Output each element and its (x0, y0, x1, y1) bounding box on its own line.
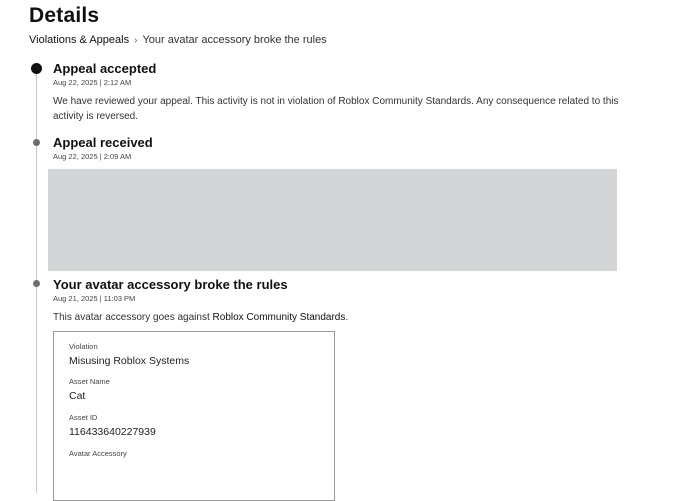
breadcrumb-violations-appeals-link[interactable]: Violations & Appeals (29, 34, 130, 46)
asset-name-value: Cat (69, 390, 86, 402)
violation-label: Violation (69, 342, 98, 351)
asset-id-label: Asset ID (69, 413, 98, 422)
community-standards-link[interactable]: Roblox Community Standards (212, 312, 346, 323)
breadcrumb (29, 34, 327, 46)
page-title: Details (29, 4, 100, 27)
timeline-dot (33, 280, 40, 287)
breadcrumb-current: Your avatar accessory broke the rules (142, 34, 327, 46)
event-timestamp: Aug 22, 2025 | 2:09 AM (53, 152, 132, 161)
asset-id-value: 116433640227939 (69, 426, 156, 438)
event-title-violation: Your avatar accessory broke the rules (53, 277, 288, 292)
event-description (53, 310, 623, 325)
description-suffix: . (345, 312, 349, 323)
appeal-content-redacted (48, 169, 617, 271)
asset-name-label: Asset Name (69, 377, 110, 386)
avatar-accessory-label: Avatar Accessory (69, 449, 127, 458)
description-text: This avatar accessory goes against (53, 312, 213, 323)
timeline-dot (33, 139, 40, 146)
event-title-appeal-received: Appeal received (53, 135, 153, 150)
event-description: We have reviewed your appeal. This activity is not in violation of Roblox Community Standards. Any consequence related to this activity is reversed. (53, 96, 619, 122)
event-timestamp: Aug 21, 2025 | 11:03 PM (53, 294, 136, 303)
chevron-right-icon: › (134, 34, 138, 46)
timeline-dot-current (31, 63, 42, 74)
event-timestamp: Aug 22, 2025 | 2:12 AM (53, 78, 132, 87)
event-title-appeal-accepted: Appeal accepted (53, 61, 157, 76)
violation-details-card (53, 331, 335, 501)
violation-value: Misusing Roblox Systems (69, 355, 190, 367)
